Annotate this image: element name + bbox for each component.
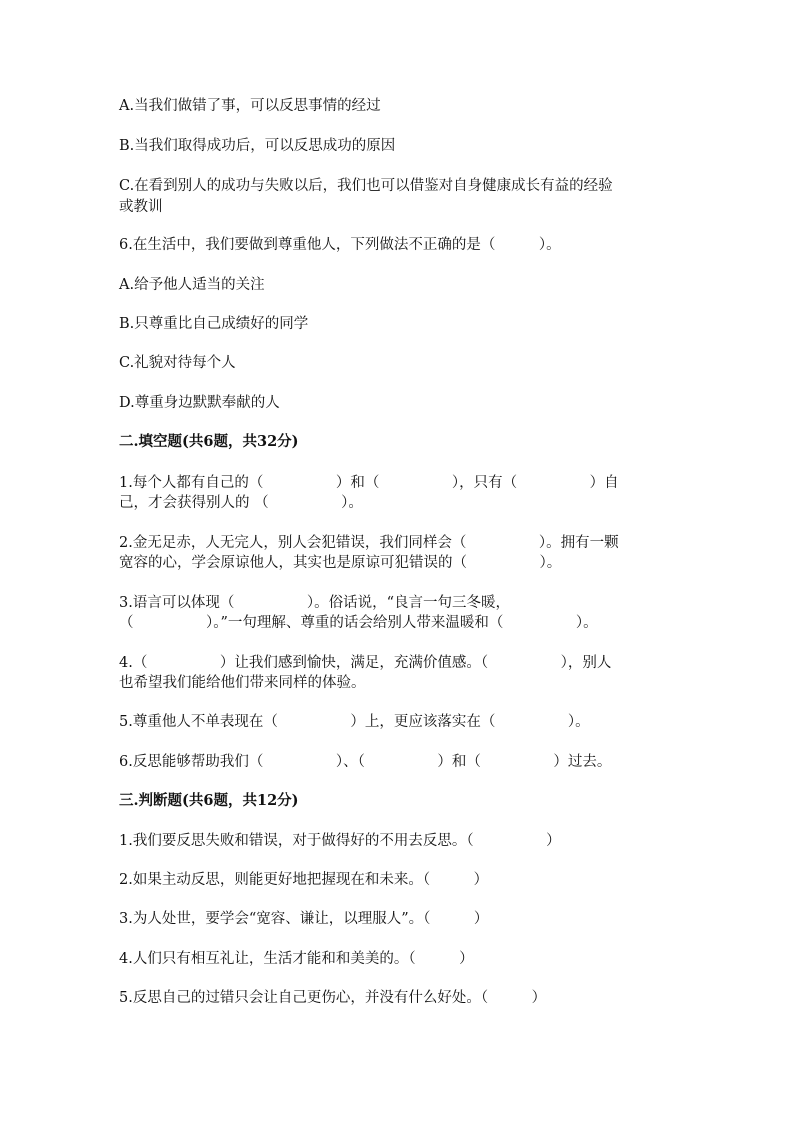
judge-q1: 1.我们要反思失败和错误，对于做得好的不用去反思。（ ） — [119, 833, 561, 849]
fill-q3-line1: 3.语言可以体现（ ）。俗话说，“良言一句三冬暖， — [119, 595, 510, 611]
judge-q2: 2.如果主动反思，则能更好地把握现在和未来。（ ） — [119, 872, 489, 888]
section3-heading: 三.判断题(共6题，共12分) — [119, 792, 299, 809]
judge-q5: 5.反思自己的过错只会让自己更伤心，并没有什么好处。（ ） — [119, 990, 547, 1006]
fill-q6: 6.反思能够帮助我们（ ）、（ ）和（ ）过去。 — [119, 754, 612, 770]
fill-q4-line2: 也希望我们能给他们带来同样的体验。 — [119, 675, 366, 691]
fill-q3-line2: （ ）。”一句理解、尊重的话会给别人带来温暖和（ ）。 — [119, 615, 598, 631]
judge-q4: 4.人们只有相互礼让，生活才能和和美美的。（ ） — [119, 951, 474, 967]
fill-q2-line2: 宽容的心，学会原谅他人，其实也是原谅可犯错误的（ ）。 — [119, 555, 562, 571]
q6-option-c: C.礼貌对待每个人 — [119, 355, 236, 371]
judge-q3: 3.为人处世，要学会“宽容、谦让，以理服人”。（ ） — [119, 911, 489, 927]
q6-stem: 6.在生活中，我们要做到尊重他人，下列做法不正确的是（ ）。 — [119, 237, 561, 253]
fill-q1-line1: 1.每个人都有自己的（ ）和（ ），只有（ ）自 — [119, 475, 619, 491]
fill-q2-line1: 2.金无足赤，人无完人，别人会犯错误，我们同样会（ ）。拥有一颗 — [119, 535, 619, 551]
q5-option-b: B.当我们取得成功后，可以反思成功的原因 — [119, 138, 396, 154]
q5-option-a: A.当我们做错了事，可以反思事情的经过 — [119, 98, 381, 114]
fill-q4-line1: 4.（ ）让我们感到愉快，满足，充满价值感。（ ），别人 — [119, 655, 612, 671]
fill-q5: 5.尊重他人不单表现在（ ）上，更应该落实在（ ）。 — [119, 714, 590, 730]
q5-option-c-line2: 或教训 — [119, 199, 163, 215]
q6-option-a: A.给予他人适当的关注 — [119, 277, 265, 293]
q5-option-c-line1: C.在看到别人的成功与失败以后，我们也可以借鉴对自身健康成长有益的经验 — [119, 178, 613, 194]
q6-option-b: B.只尊重比自己成绩好的同学 — [119, 316, 309, 332]
fill-q1-line2: 己，才会获得别人的 （ ）。 — [119, 495, 363, 511]
section2-heading: 二.填空题(共6题，共32分) — [119, 433, 299, 450]
q6-option-d: D.尊重身边默默奉献的人 — [119, 395, 280, 411]
